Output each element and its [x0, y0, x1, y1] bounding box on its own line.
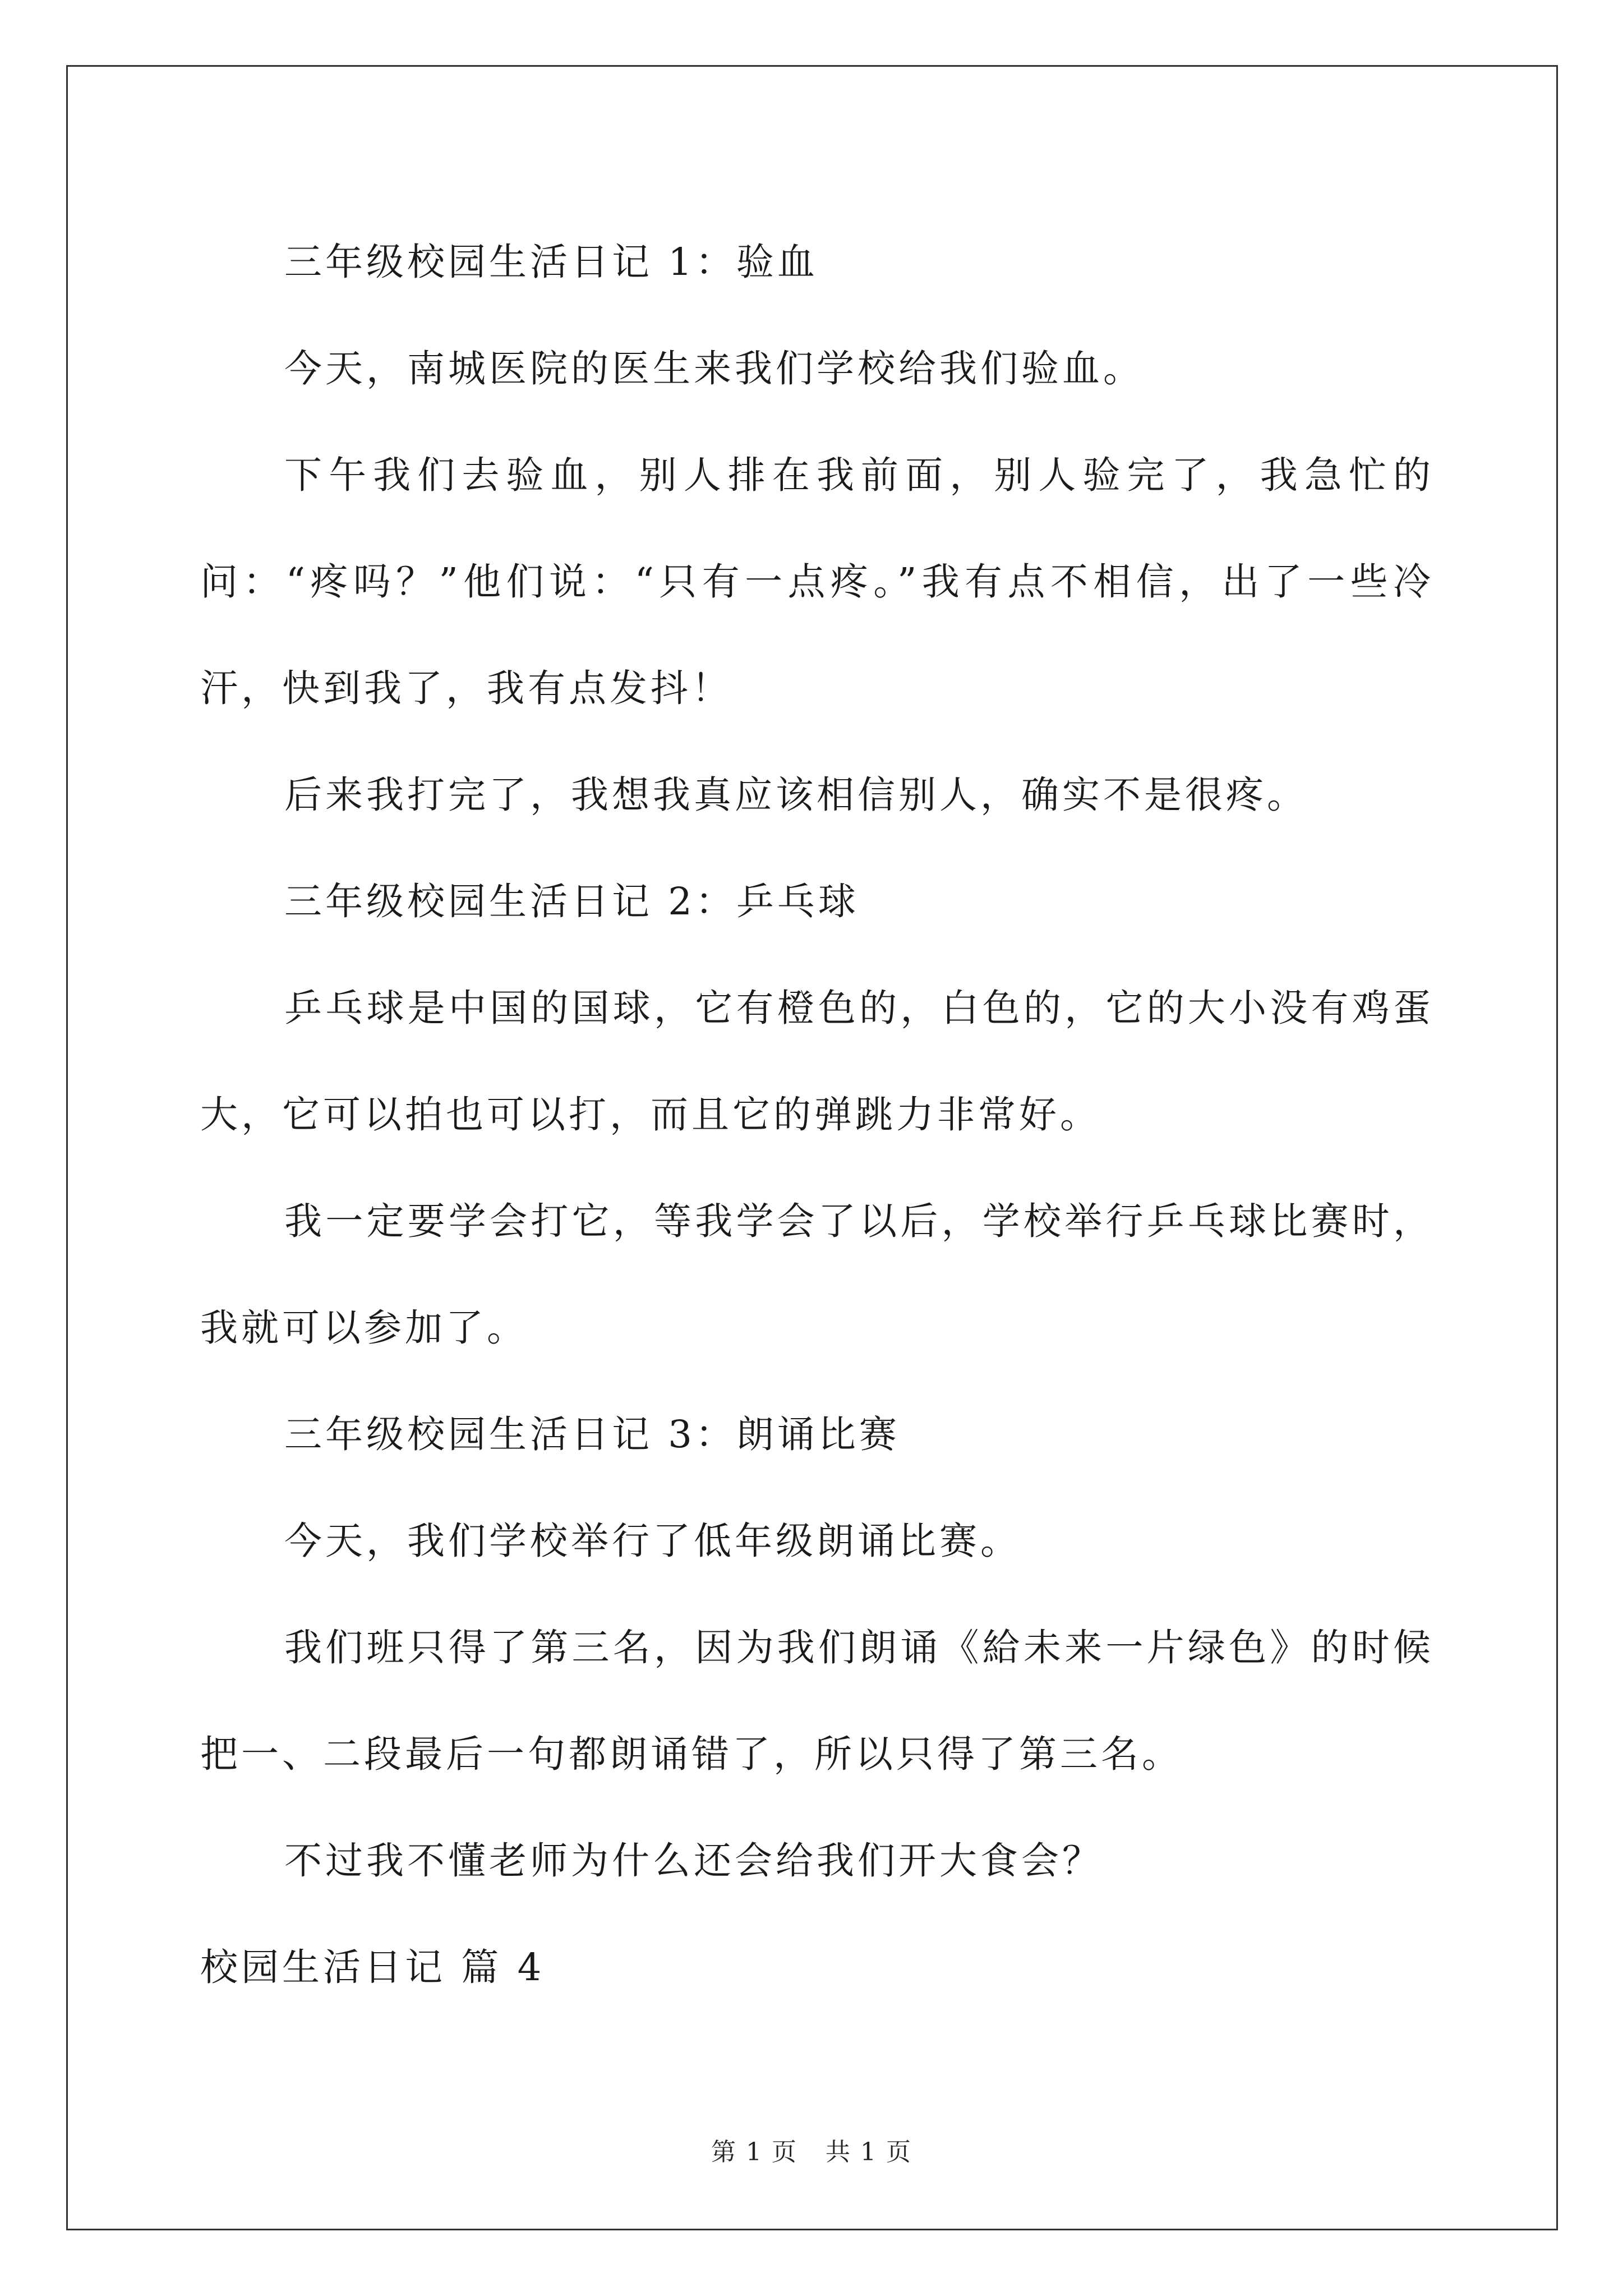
- diary-3-heading: 三年级校园生活日记 3：朗诵比赛: [284, 1412, 900, 1456]
- diary-3-paragraph-1: 今天，我们学校举行了低年级朗诵比赛。: [284, 1519, 1021, 1563]
- page-footer: [0, 2132, 1623, 2168]
- diary-1-paragraph-2: 下午我们去验血，别人排在我前面，别人验完了，我急忙的问：“疼吗？”他们说：“只有一点疼。”我有点不相信，出了一些冷汗，快到我了，我有点发抖！: [200, 453, 1434, 710]
- diary-1-heading: 三年级校园生活日记 1：验血: [284, 240, 818, 284]
- document-body: [200, 209, 1434, 2021]
- diary-2-heading: 三年级校园生活日记 2：乒乓球: [284, 880, 859, 923]
- section-heading: 校园生活日记 篇 4: [200, 1945, 545, 1989]
- diary-3-paragraph-2: 我们班只得了第三名，因为我们朗诵《給未来一片绿色》的时候把一、二段最后一句都朗诵错了，所以只得了第三名。: [200, 1626, 1434, 1776]
- diary-2-paragraph-2: 我一定要学会打它，等我学会了以后，学校举行乒乓球比赛时，我就可以参加了。: [200, 1199, 1434, 1350]
- diary-3-paragraph-3: 不过我不懂老师为什么还会给我们开大食会？: [284, 1839, 1103, 1883]
- diary-2-paragraph-1: 乒乓球是中国的国球，它有橙色的，白色的，它的大小没有鸡蛋大，它可以拍也可以打，而且它的弹跳力非常好。: [200, 986, 1434, 1137]
- page-number-current: 第 1 页: [711, 2138, 797, 2166]
- diary-1-paragraph-3: 后来我打完了，我想我真应该相信别人，确实不是很疼。: [284, 773, 1308, 817]
- page-number-total: 共 1 页: [826, 2138, 912, 2166]
- diary-1-paragraph-1: 今天，南城医院的医生来我们学校给我们验血。: [284, 347, 1144, 390]
